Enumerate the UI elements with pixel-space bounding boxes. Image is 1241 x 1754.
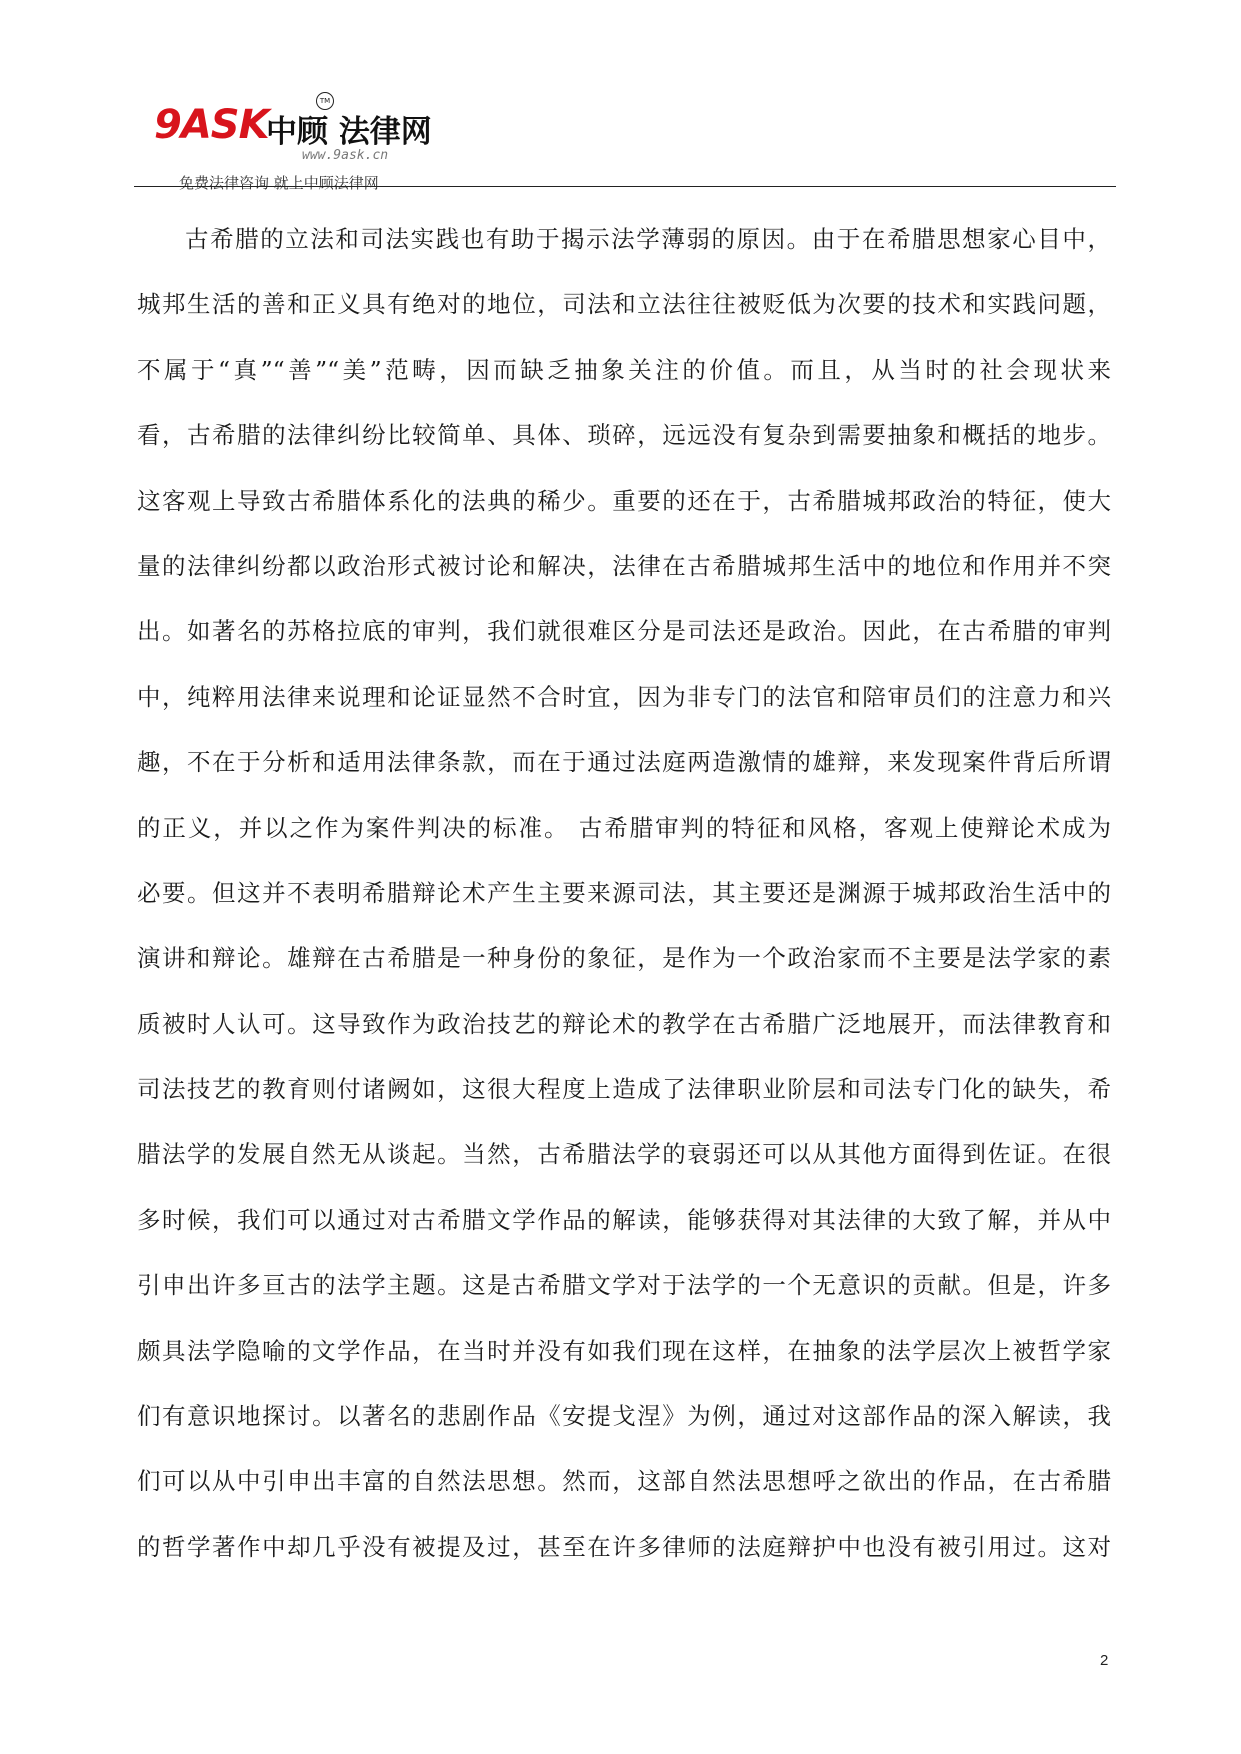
logo-slogan: 免费法律咨询 就上中顾法律网 (179, 174, 379, 192)
logo-url: www.9ask.cn (302, 148, 389, 163)
trademark-icon: TM (316, 92, 334, 110)
body-line: 腊法学的发展自然无从谈起。当然，古希腊法学的衰弱还可以从其他方面得到佐证。在很 (137, 1140, 1111, 1169)
body-line: 这客观上导致古希腊体系化的法典的稀少。重要的还在于，古希腊城邦政治的特征，使大 (137, 486, 1111, 515)
body-line: 们可以从中引申出丰富的自然法思想。然而，这部自然法思想呼之欲出的作品，在古希腊 (137, 1467, 1111, 1496)
body-line: 看，古希腊的法律纠纷比较简单、具体、琐碎，远远没有复杂到需要抽象和概括的地步。 (137, 421, 1111, 450)
body-line: 量的法律纠纷都以政治形式被讨论和解决，法律在古希腊城邦生活中的地位和作用并不突 (137, 551, 1111, 580)
page-number: 2 (1100, 1652, 1109, 1669)
body-line: 古希腊的立法和司法实践也有助于揭示法学薄弱的原因。由于在希腊思想家心目中， (185, 225, 1111, 253)
header-divider (134, 186, 1116, 187)
body-line: 中，纯粹用法律来说理和论证显然不合时宜，因为非专门的法官和陪审员们的注意力和兴 (137, 682, 1111, 711)
body-line: 的哲学著作中却几乎没有被提及过，甚至在许多律师的法庭辩护中也没有被引用过。这对 (137, 1532, 1111, 1561)
document-body (137, 224, 1111, 1597)
body-line: 多时候，我们可以通过对古希腊文学作品的解读，能够获得对其法律的大致了解，并从中 (137, 1205, 1111, 1234)
body-line: 们有意识地探讨。以著名的悲剧作品《安提戈涅》为例，通过对这部作品的深入解读，我 (137, 1402, 1111, 1431)
logo-brand: 9ASK (154, 102, 269, 148)
body-line: 城邦生活的善和正义具有绝对的地位，司法和立法往往被贬低为次要的技术和实践问题， (137, 290, 1111, 319)
body-line: 出。如著名的苏格拉底的审判，我们就很难区分是司法还是政治。因此，在古希腊的审判 (137, 617, 1111, 646)
body-line: 颇具法学隐喻的文学作品，在当时并没有如我们现在这样，在抽象的法学层次上被哲学家 (137, 1336, 1111, 1365)
logo-chinese-name: 中顾 法律网 (266, 114, 432, 150)
body-line: 必要。但这并不表明希腊辩论术产生主要来源司法，其主要还是渊源于城邦政治生活中的 (137, 878, 1111, 907)
body-line: 的正义，并以之作为案件判决的标准。 古希腊审判的特征和风格，客观上使辩论术成为 (137, 813, 1111, 842)
body-line: 不属于“真”“善”“美”范畴，因而缺乏抽象关注的价值。而且，从当时的社会现状来 (137, 355, 1111, 384)
body-line: 演讲和辩论。雄辩在古希腊是一种身份的象征，是作为一个政治家而不主要是法学家的素 (137, 944, 1111, 973)
site-logo (154, 97, 534, 192)
body-line: 司法技艺的教育则付诸阙如，这很大程度上造成了法律职业阶层和司法专门化的缺失，希 (137, 1075, 1111, 1104)
body-line: 趣，不在于分析和适用法律条款，而在于通过法庭两造激情的雄辩，来发现案件背后所谓 (137, 748, 1111, 777)
page-header (134, 88, 1114, 192)
body-line: 质被时人认可。这导致作为政治技艺的辩论术的教学在古希腊广泛地展开，而法律教育和 (137, 1009, 1111, 1038)
body-line: 引申出许多亘古的法学主题。这是古希腊文学对于法学的一个无意识的贡献。但是，许多 (137, 1271, 1111, 1300)
